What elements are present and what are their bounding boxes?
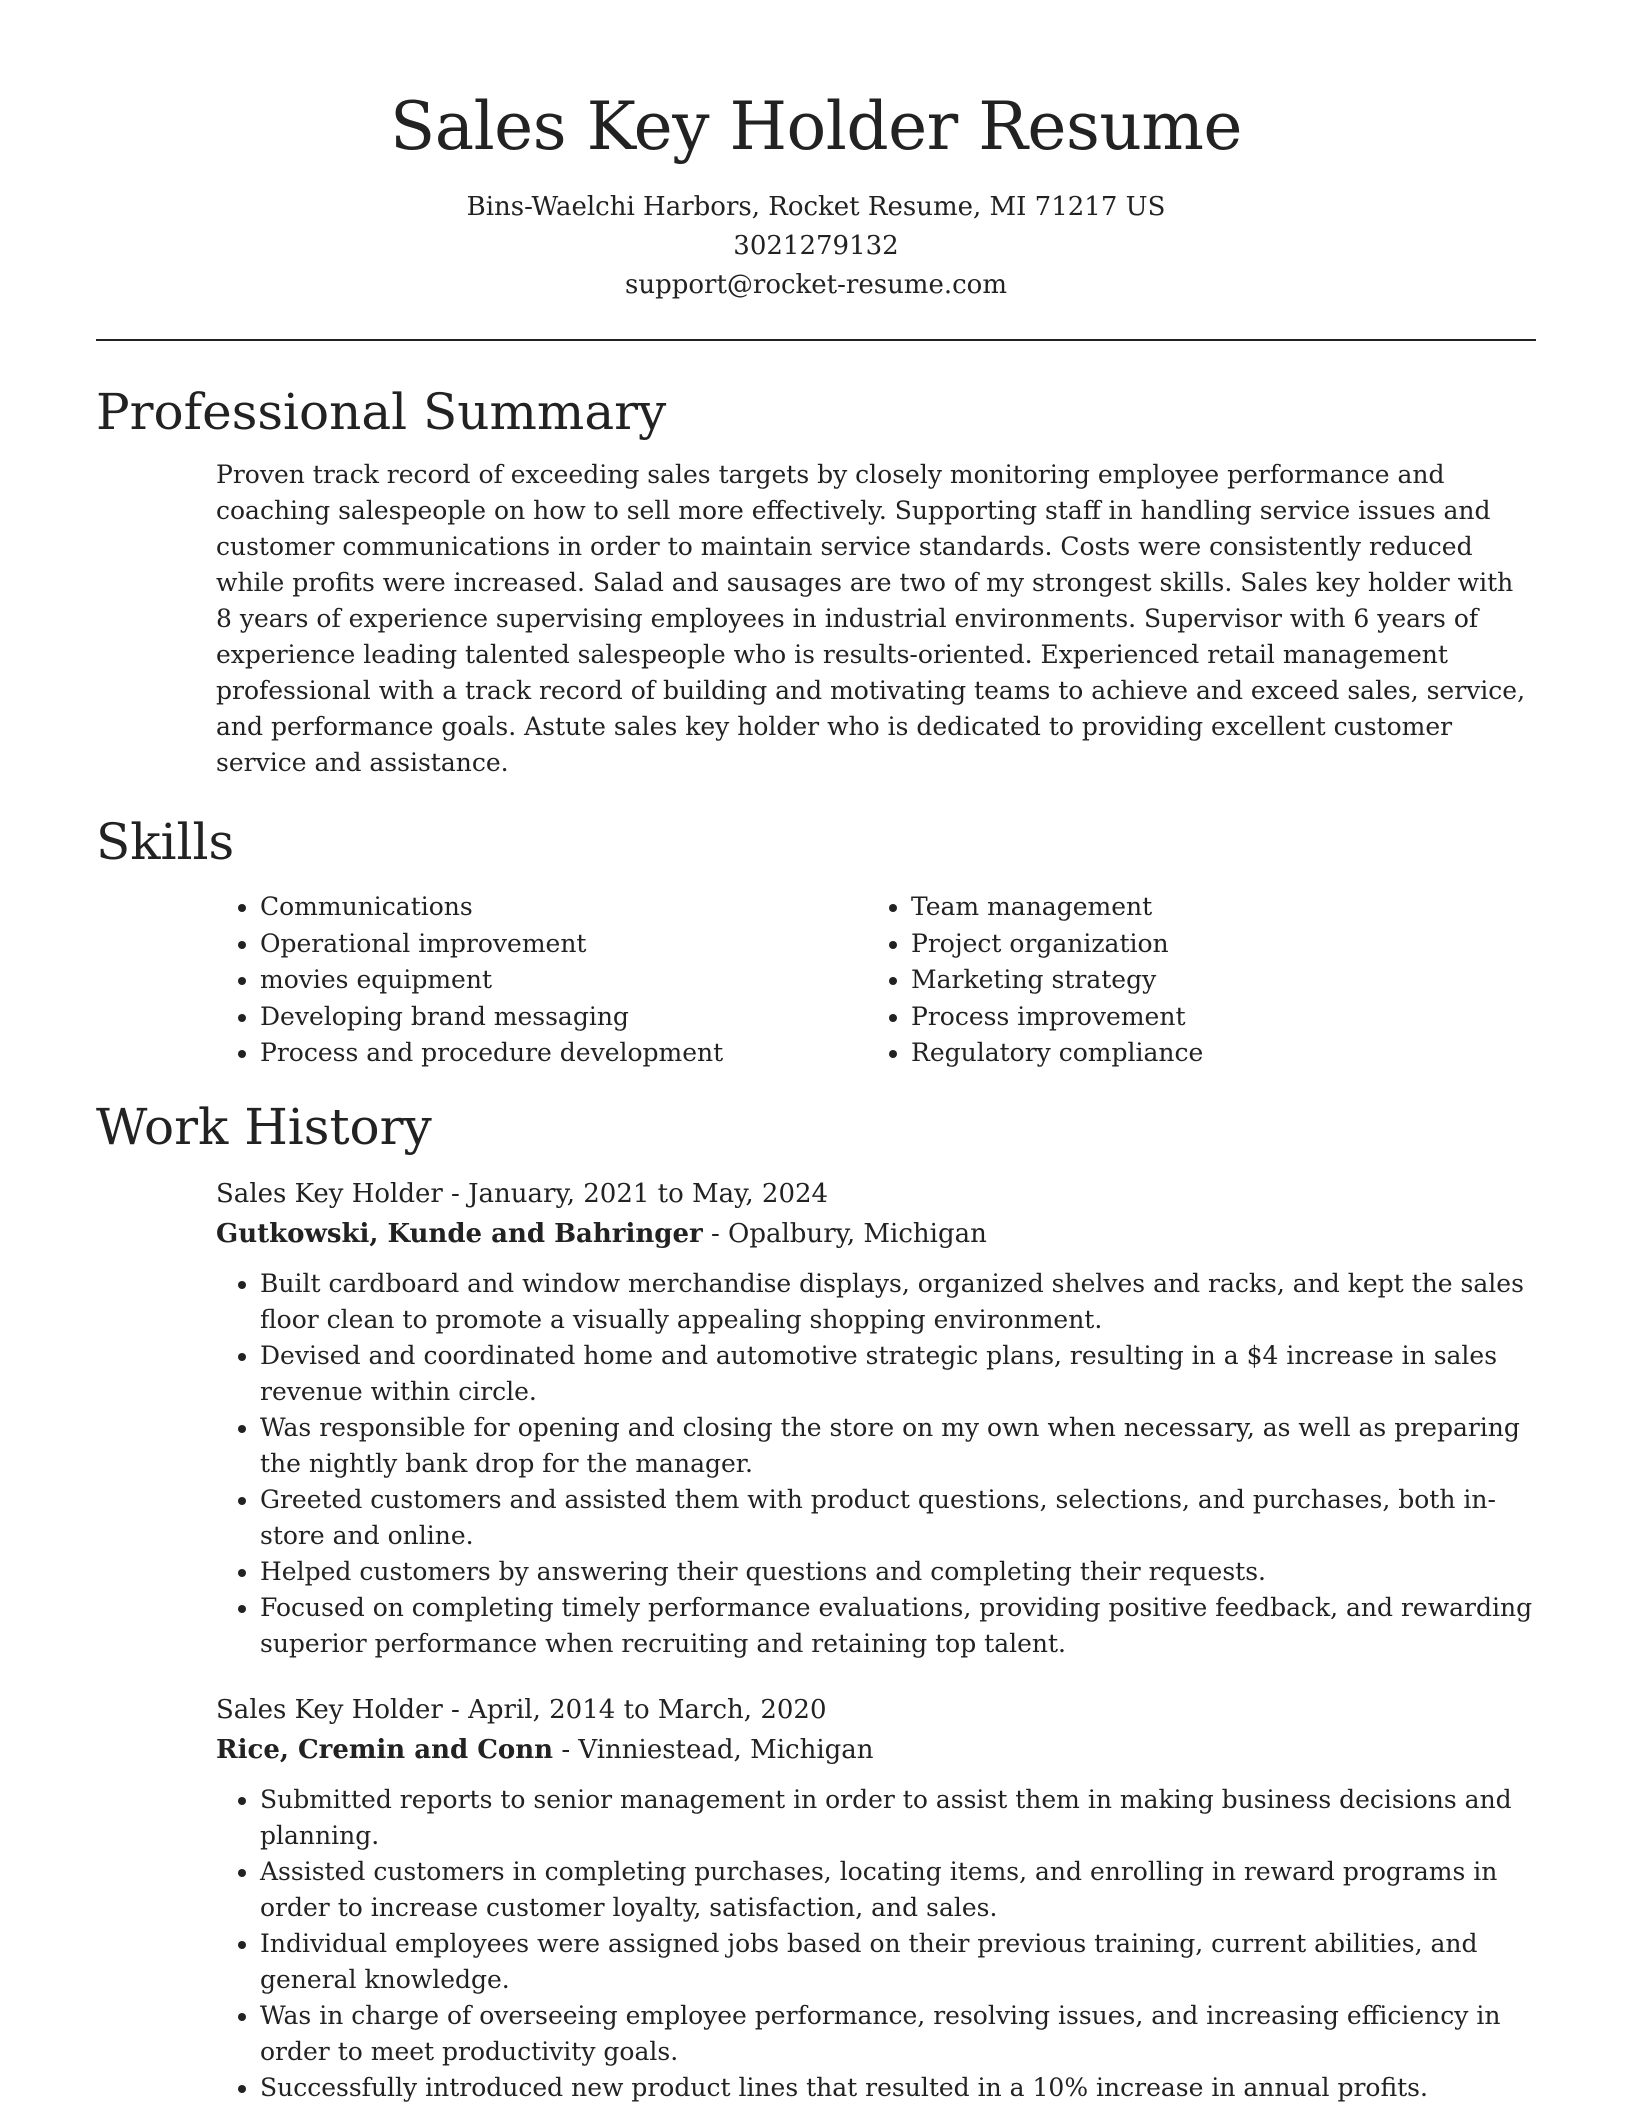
job-bullet: • Was responsible for opening and closing the store on my own when necessary, as well as preparing the nightly bank drop for the manager. <box>260 1410 1536 1482</box>
job-dates: January, 2021 to May, 2024 <box>468 1178 829 1209</box>
skill-item: • Process improvement <box>911 999 1203 1036</box>
skill-item: • Project organization <box>911 926 1203 963</box>
job-bullet: • Submitted reports to senior management in order to assist them in making business decisions and planning. <box>260 1782 1536 1854</box>
skill-item: • Process and procedure development <box>260 1035 867 1072</box>
work-history-heading: Work History <box>96 1097 432 1156</box>
job-location: Vinniestead, Michigan <box>578 1734 874 1765</box>
job-company: Gutkowski, Kunde and Bahringer <box>216 1218 703 1249</box>
skill-item: • Developing brand messaging <box>260 999 867 1036</box>
job-bullets <box>216 1782 1536 2106</box>
job-bullet: • Built cardboard and window merchandise displays, organized shelves and racks, and kept the sales floor clean to promote a visually appealing shopping environment. <box>260 1266 1536 1338</box>
job-company-line: Gutkowski, Kunde and Bahringer - Opalbury, Michigan <box>216 1218 987 1249</box>
skill-item: • Team management <box>911 889 1203 926</box>
job-title: Sales Key Holder <box>216 1694 443 1725</box>
resume-header <box>96 0 1536 305</box>
job-bullets <box>216 1266 1536 1662</box>
job-bullet: • Helped customers by answering their questions and completing their requests. <box>260 1554 1536 1590</box>
job-entry <box>216 1690 1536 2106</box>
job-bullet: • Was in charge of overseeing employee performance, resolving issues, and increasing efficiency in order to meet productivity goals. <box>260 1998 1536 2070</box>
job-bullet: • Successfully introduced new product lines that resulted in a 10% increase in annual profits. <box>260 2070 1536 2106</box>
job-company-line: Rice, Cremin and Conn - Vinniestead, Michigan <box>216 1734 874 1765</box>
job-bullet: • Individual employees were assigned jobs based on their previous training, current abilities, and general knowledge. <box>260 1926 1536 1998</box>
job-bullet: • Assisted customers in completing purchases, locating items, and enrolling in reward programs in order to increase customer loyalty, satisfaction, and sales. <box>260 1854 1536 1926</box>
job-bullet: • Greeted customers and assisted them with product questions, selections, and purchases, both in-store and online. <box>260 1482 1536 1554</box>
skill-item: • Regulatory compliance <box>911 1035 1203 1072</box>
skill-item: • Marketing strategy <box>911 962 1203 999</box>
job-dates: April, 2014 to March, 2020 <box>468 1694 827 1725</box>
skill-item: • movies equipment <box>260 962 867 999</box>
skills-column-right <box>867 889 1203 1072</box>
job-company: Rice, Cremin and Conn <box>216 1734 554 1765</box>
contact-address: Bins-Waelchi Harbors, Rocket Resume, MI 71217 US <box>466 192 1166 222</box>
job-bullet: • Devised and coordinated home and automotive strategic plans, resulting in a $4 increase in sales revenue within circle. <box>260 1338 1536 1410</box>
skills-list <box>216 889 1536 1072</box>
job-bullet: • Focused on completing timely performance evaluations, providing positive feedback, and rewarding superior performance when recruiting and retaining top talent. <box>260 1590 1536 1662</box>
header-divider <box>96 339 1536 341</box>
skill-item: • Operational improvement <box>260 926 867 963</box>
job-location: Opalbury, Michigan <box>728 1218 987 1249</box>
resume-title: Sales Key Holder Resume <box>390 88 1242 165</box>
job-title: Sales Key Holder <box>216 1178 443 1209</box>
job-title-line: Sales Key Holder - April, 2014 to March, 2020 <box>216 1694 827 1725</box>
skills-heading: Skills <box>96 813 235 871</box>
skills-column-left <box>216 889 867 1072</box>
contact-email: support@rocket-resume.com <box>624 270 1007 300</box>
contact-phone: 3021279132 <box>733 231 899 261</box>
skill-item: • Communications <box>260 889 867 926</box>
job-entry <box>216 1174 1536 1662</box>
summary-heading: Professional Summary <box>96 383 667 441</box>
summary-text: Proven track record of exceeding sales targets by closely monitoring employee performance and coaching salespeople on how to sell more effectively. Supporting staff in handling service issues and customer communications in order to maintain service standards. Costs were consistently reduced while profits were increased. Salad and sausages are two of my strongest skills. Sales key holder with 8 years of experience supervising employees in industrial environments. Supervisor with 6 years of experience leading talented salespeople who is results-oriented. Experienced retail management professional with a track record of building and motivating teams to achieve and exceed sales, service, and performance goals. Astute sales key holder who is dedicated to providing excellent customer service and assistance. <box>216 460 1526 777</box>
job-title-line: Sales Key Holder - January, 2021 to May, 2024 <box>216 1178 829 1209</box>
contact-block <box>96 188 1536 305</box>
